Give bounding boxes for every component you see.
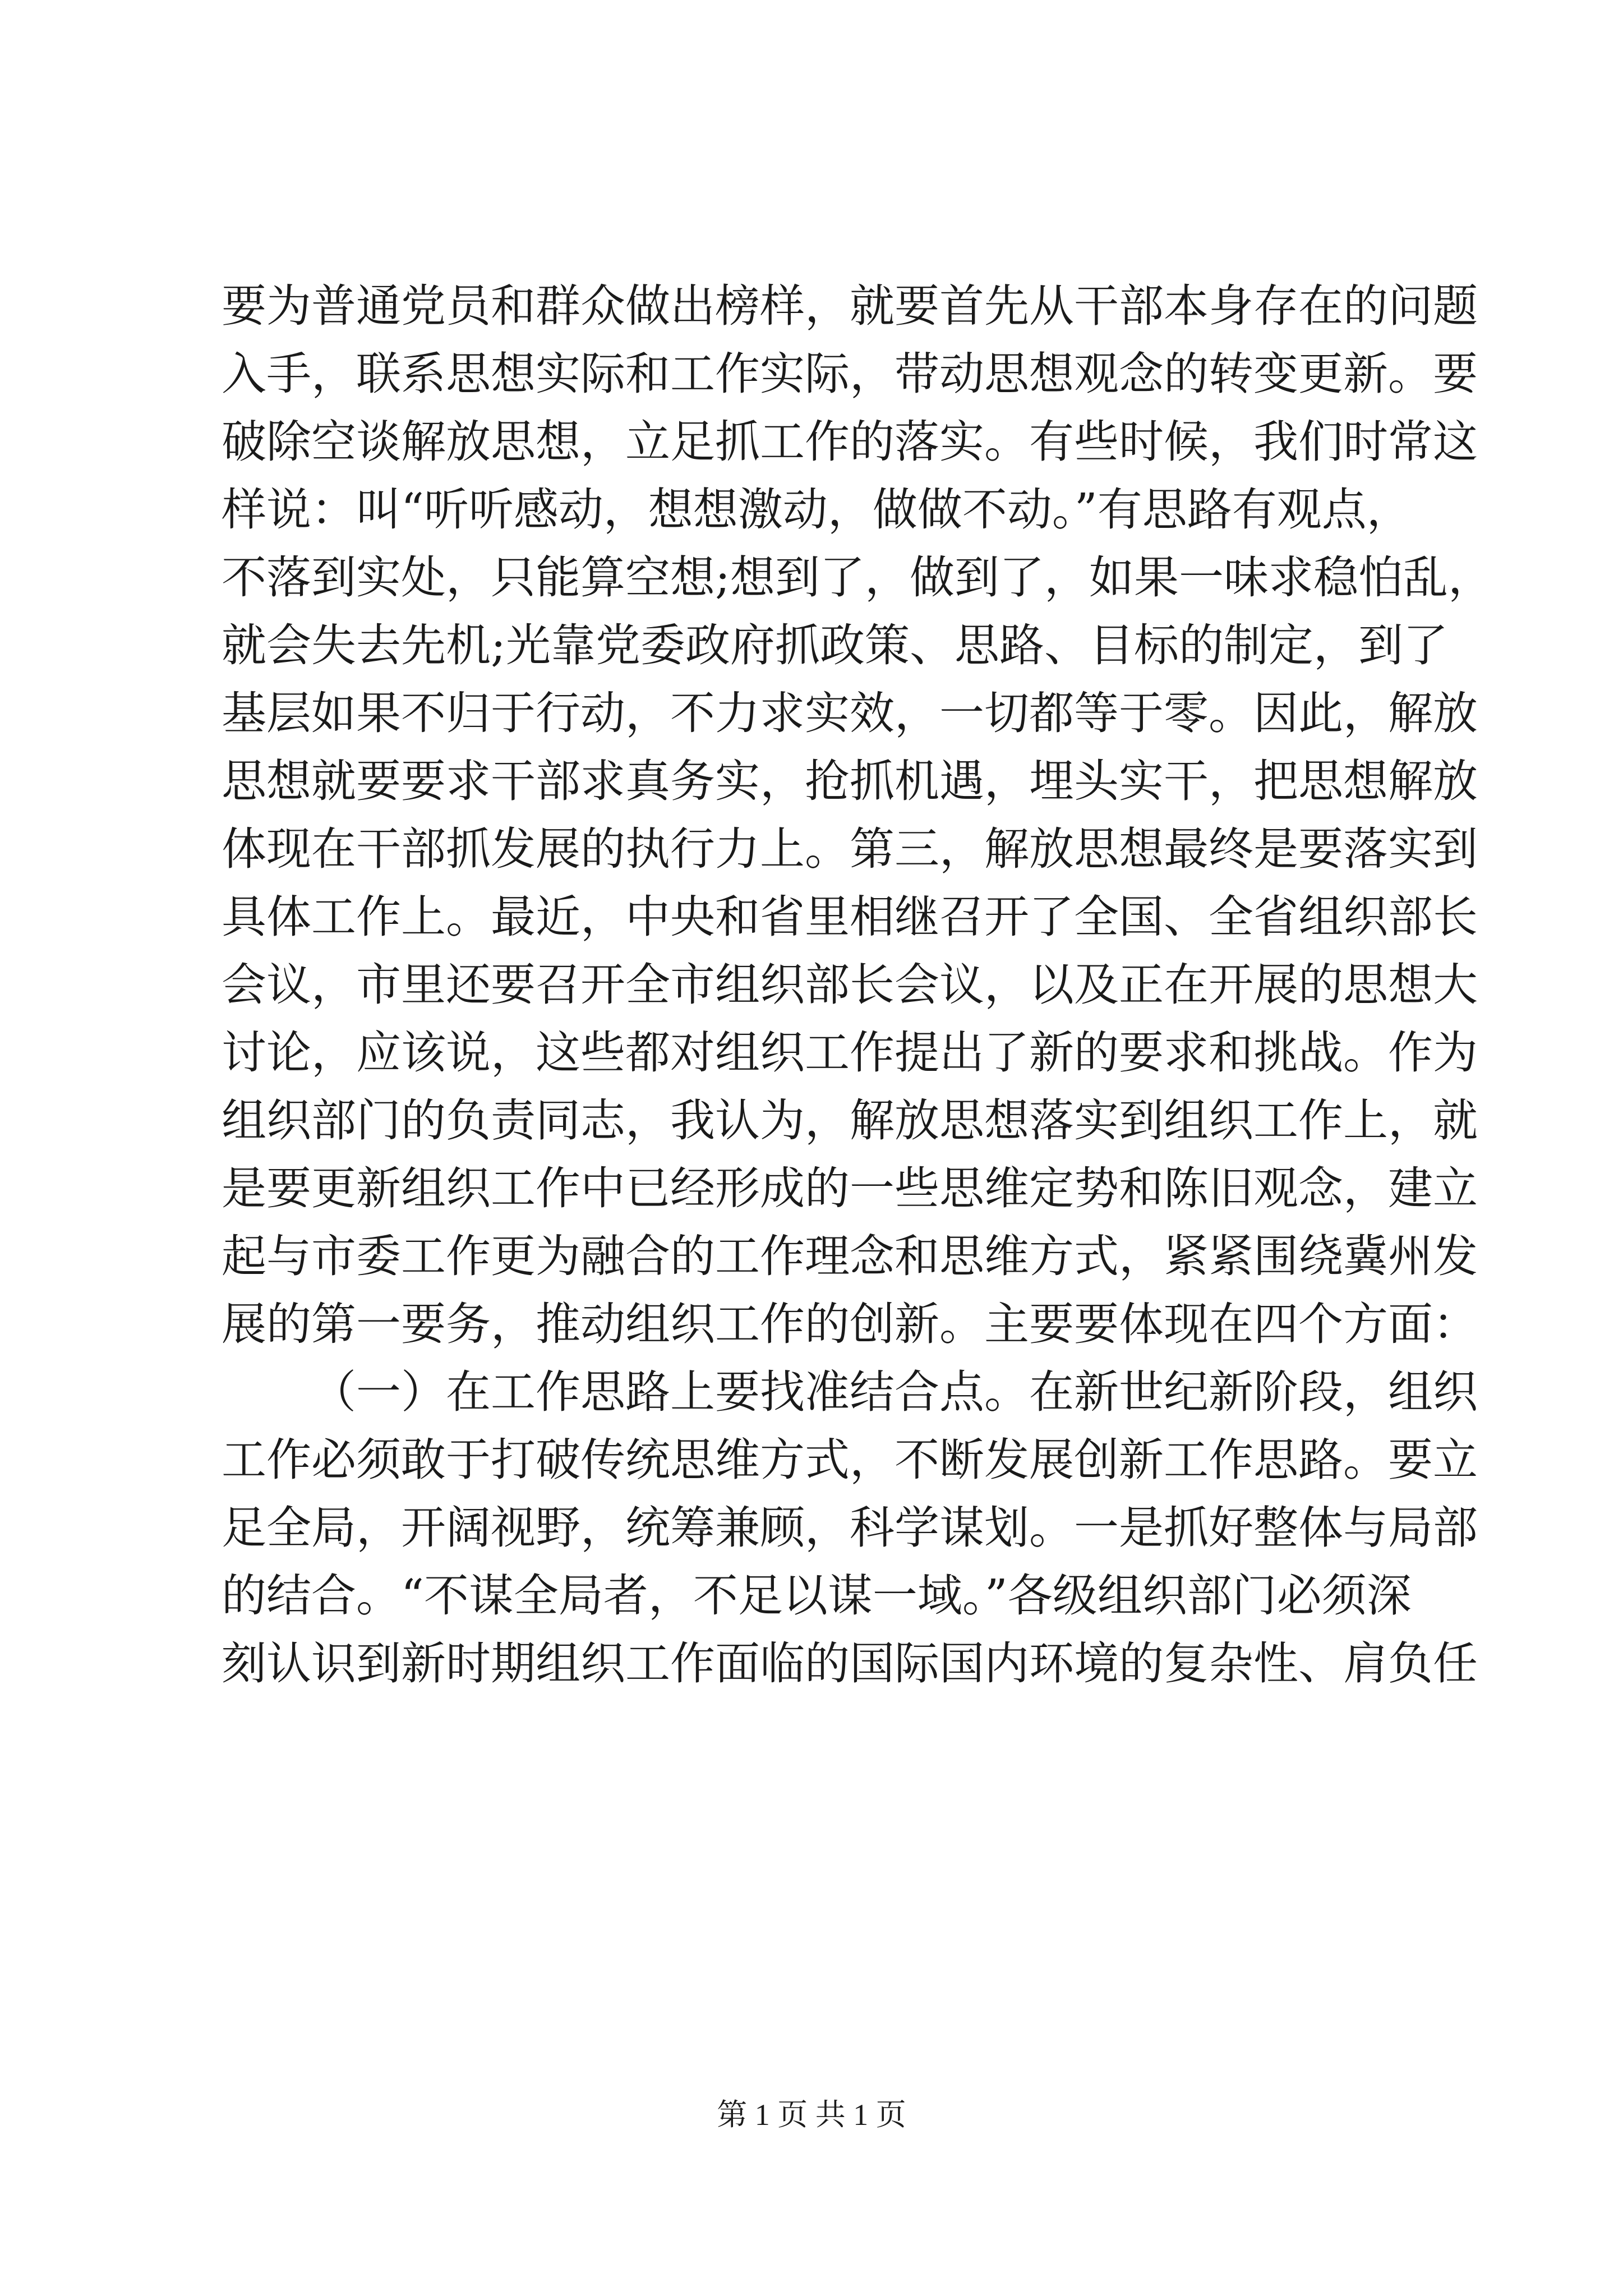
text-line: 是要更新组织工作中已经形成的一些思维定势和陈旧观念，建立 <box>222 1162 1478 1214</box>
page-footer: 第 1 页 共 1 页 <box>717 2098 906 2132</box>
text-line: 基层如果不归于行动，不力求实效，一切都等于零。因此，解放 <box>222 687 1478 739</box>
paragraph-2 <box>222 1358 1478 1697</box>
text-line: 破除空谈解放思想，立足抓工作的落实。有些时候，我们时常这 <box>222 416 1478 468</box>
text-line: 体现在干部抓发展的执行力上。第三，解放思想最终是要落实到 <box>222 823 1478 875</box>
text-line: 就会失去先机;光靠党委政府抓政策、思路、目标的制定，到了 <box>222 619 1448 671</box>
text-line: 工作必须敢于打破传统思维方式，不断发展创新工作思路。要立 <box>222 1434 1478 1486</box>
text-line: 讨论，应该说，这些都对组织工作提出了新的要求和挑战。作为 <box>222 1027 1478 1079</box>
text-line: （一）在工作思路上要找准结合点。在新世纪新阶段，组织 <box>311 1366 1478 1418</box>
text-line: 刻认识到新时期组织工作面临的国际国内环境的复杂性、肩负任 <box>222 1637 1478 1690</box>
text-line: 组织部门的负责同志，我认为，解放思想落实到组织工作上，就 <box>222 1094 1478 1147</box>
text-line: 会议，市里还要召开全市组织部长会议，以及正在开展的思想大 <box>222 959 1478 1011</box>
text-line: 入手，联系思想实际和工作实际，带动思想观念的转变更新。要 <box>222 348 1478 400</box>
text-line: 样说：叫“听听感动，想想激动，做做不动。”有思路有观点， <box>222 484 1412 536</box>
body-text <box>222 272 1493 1697</box>
text-line: 不落到实处，只能算空想;想到了，做到了，如果一味求稳怕乱， <box>222 551 1493 604</box>
text-line: 足全局，开阔视野，统筹兼顾，科学谋划。一是抓好整体与局部 <box>222 1502 1478 1554</box>
text-line: 的结合。“不谋全局者，不足以谋一域。”各级组织部门必须深 <box>222 1570 1412 1622</box>
text-line: 要为普通党员和群众做出榜样，就要首先从干部本身存在的问题 <box>222 280 1478 332</box>
text-line: 具体工作上。最近，中央和省里相继召开了全国、全省组织部长 <box>222 891 1478 943</box>
text-line: 思想就要要求干部求真务实，抢抓机遇，埋头实干，把思想解放 <box>222 755 1478 807</box>
paragraph-1 <box>222 272 1493 1358</box>
text-line: 起与市委工作更为融合的工作理念和思维方式，紧紧围绕冀州发 <box>222 1230 1478 1282</box>
text-line: 展的第一要务，推动组织工作的创新。主要要体现在四个方面： <box>222 1298 1478 1350</box>
